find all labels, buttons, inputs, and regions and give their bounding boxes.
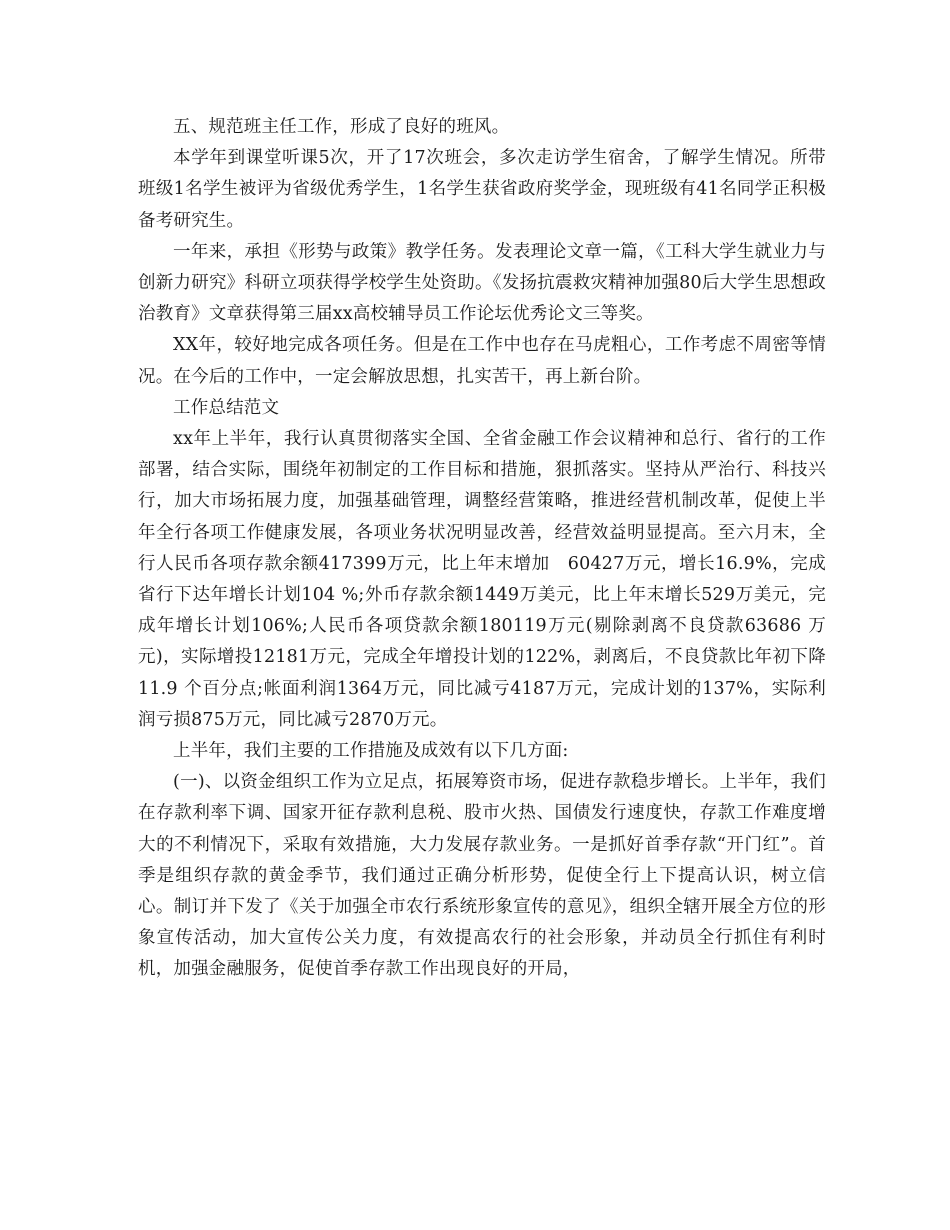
paragraph-year-summary: XX年，较好地完成各项任务。但是在工作中也存在马虎粗心，工作考虑不周密等情况。在今后的工作中，一定会解放思想，扎实苦干，再上新台阶。 — [138, 335, 826, 387]
paragraph-bank-half-year-results: xx年上半年，我行认真贯彻落实全国、全省金融工作会议精神和总行、省行的工作部署，结合实际，围绕年初制定的工作目标和措施，狠抓落实。坚持从严治行、科技兴行，加大市场拓展力度，加强基础管理，调整经营策略，推进经营机制改革，促使上半年全行各项工作健康发展，各项业务状况明显改善，经营效益明显提高。至六月末，全行人民币各项存款余额417399万元，比上年末增加 60427万元，增长16.9%，完成省行下达年增长计划104 %;外币存款余额1449万美元，比上年末增长529万美元，完成年增长计划106%;人民币各项贷款余额180119万元(剔除剥离不良贷款63686 万元)，实际增投12181万元，完成全年增投计划的122%，剥离后，不良贷款比年初下降11.9 个百分点;帐面利润1364万元，同比减亏4187万元，完成计划的137%，实际利润亏损875万元，同比减亏2870万元。 — [138, 429, 826, 730]
section-heading-measures: 上半年，我们主要的工作措施及成效有以下几方面: — [173, 741, 569, 762]
document-body — [138, 112, 826, 986]
paragraph-class-activities: 本学年到课堂听课5次，开了17次班会，多次走访学生宿舍，了解学生情况。所带班级1名学生被评为省级优秀学生，1名学生获省政府奖学金，现班级有41名同学正积极备考研究生。 — [138, 148, 826, 231]
paragraph-teaching-research: 一年来，承担《形势与政策》教学任务。发表理论文章一篇，《工科大学生就业力与创新力研究》科研立项获得学校学生处资助。《发扬抗震救灾精神加强80后大学生思想政治教育》文章获得第三届xx高校辅导员工作论坛优秀论文三等奖。 — [138, 241, 826, 325]
paragraph-deposit-growth: (一)、以资金组织工作为立足点，拓展筹资市场，促进存款稳步增长。上半年，我们在存款利率下调、国家开征存款利息税、股市火热、国债发行速度快，存款工作难度增大的不利情况下，采取有效措施，大力发展存款业务。一是抓好首季存款“开门红”。首季是组织存款的黄金季节，我们通过正确分析形势，促使全行上下提高认识，树立信心。制订并下发了《关于加强全市农行系统形象宣传的意见》，组织全辖开展全方位的形象宣传活动，加大宣传公关力度，有效提高农行的社会形象，并动员全行抓住有利时机，加强金融服务，促使首季存款工作出现良好的开局， — [138, 772, 826, 980]
section-heading-class-management: 五、规范班主任工作，形成了良好的班风。 — [173, 117, 510, 137]
section-heading-work-summary-sample: 工作总结范文 — [173, 397, 280, 418]
